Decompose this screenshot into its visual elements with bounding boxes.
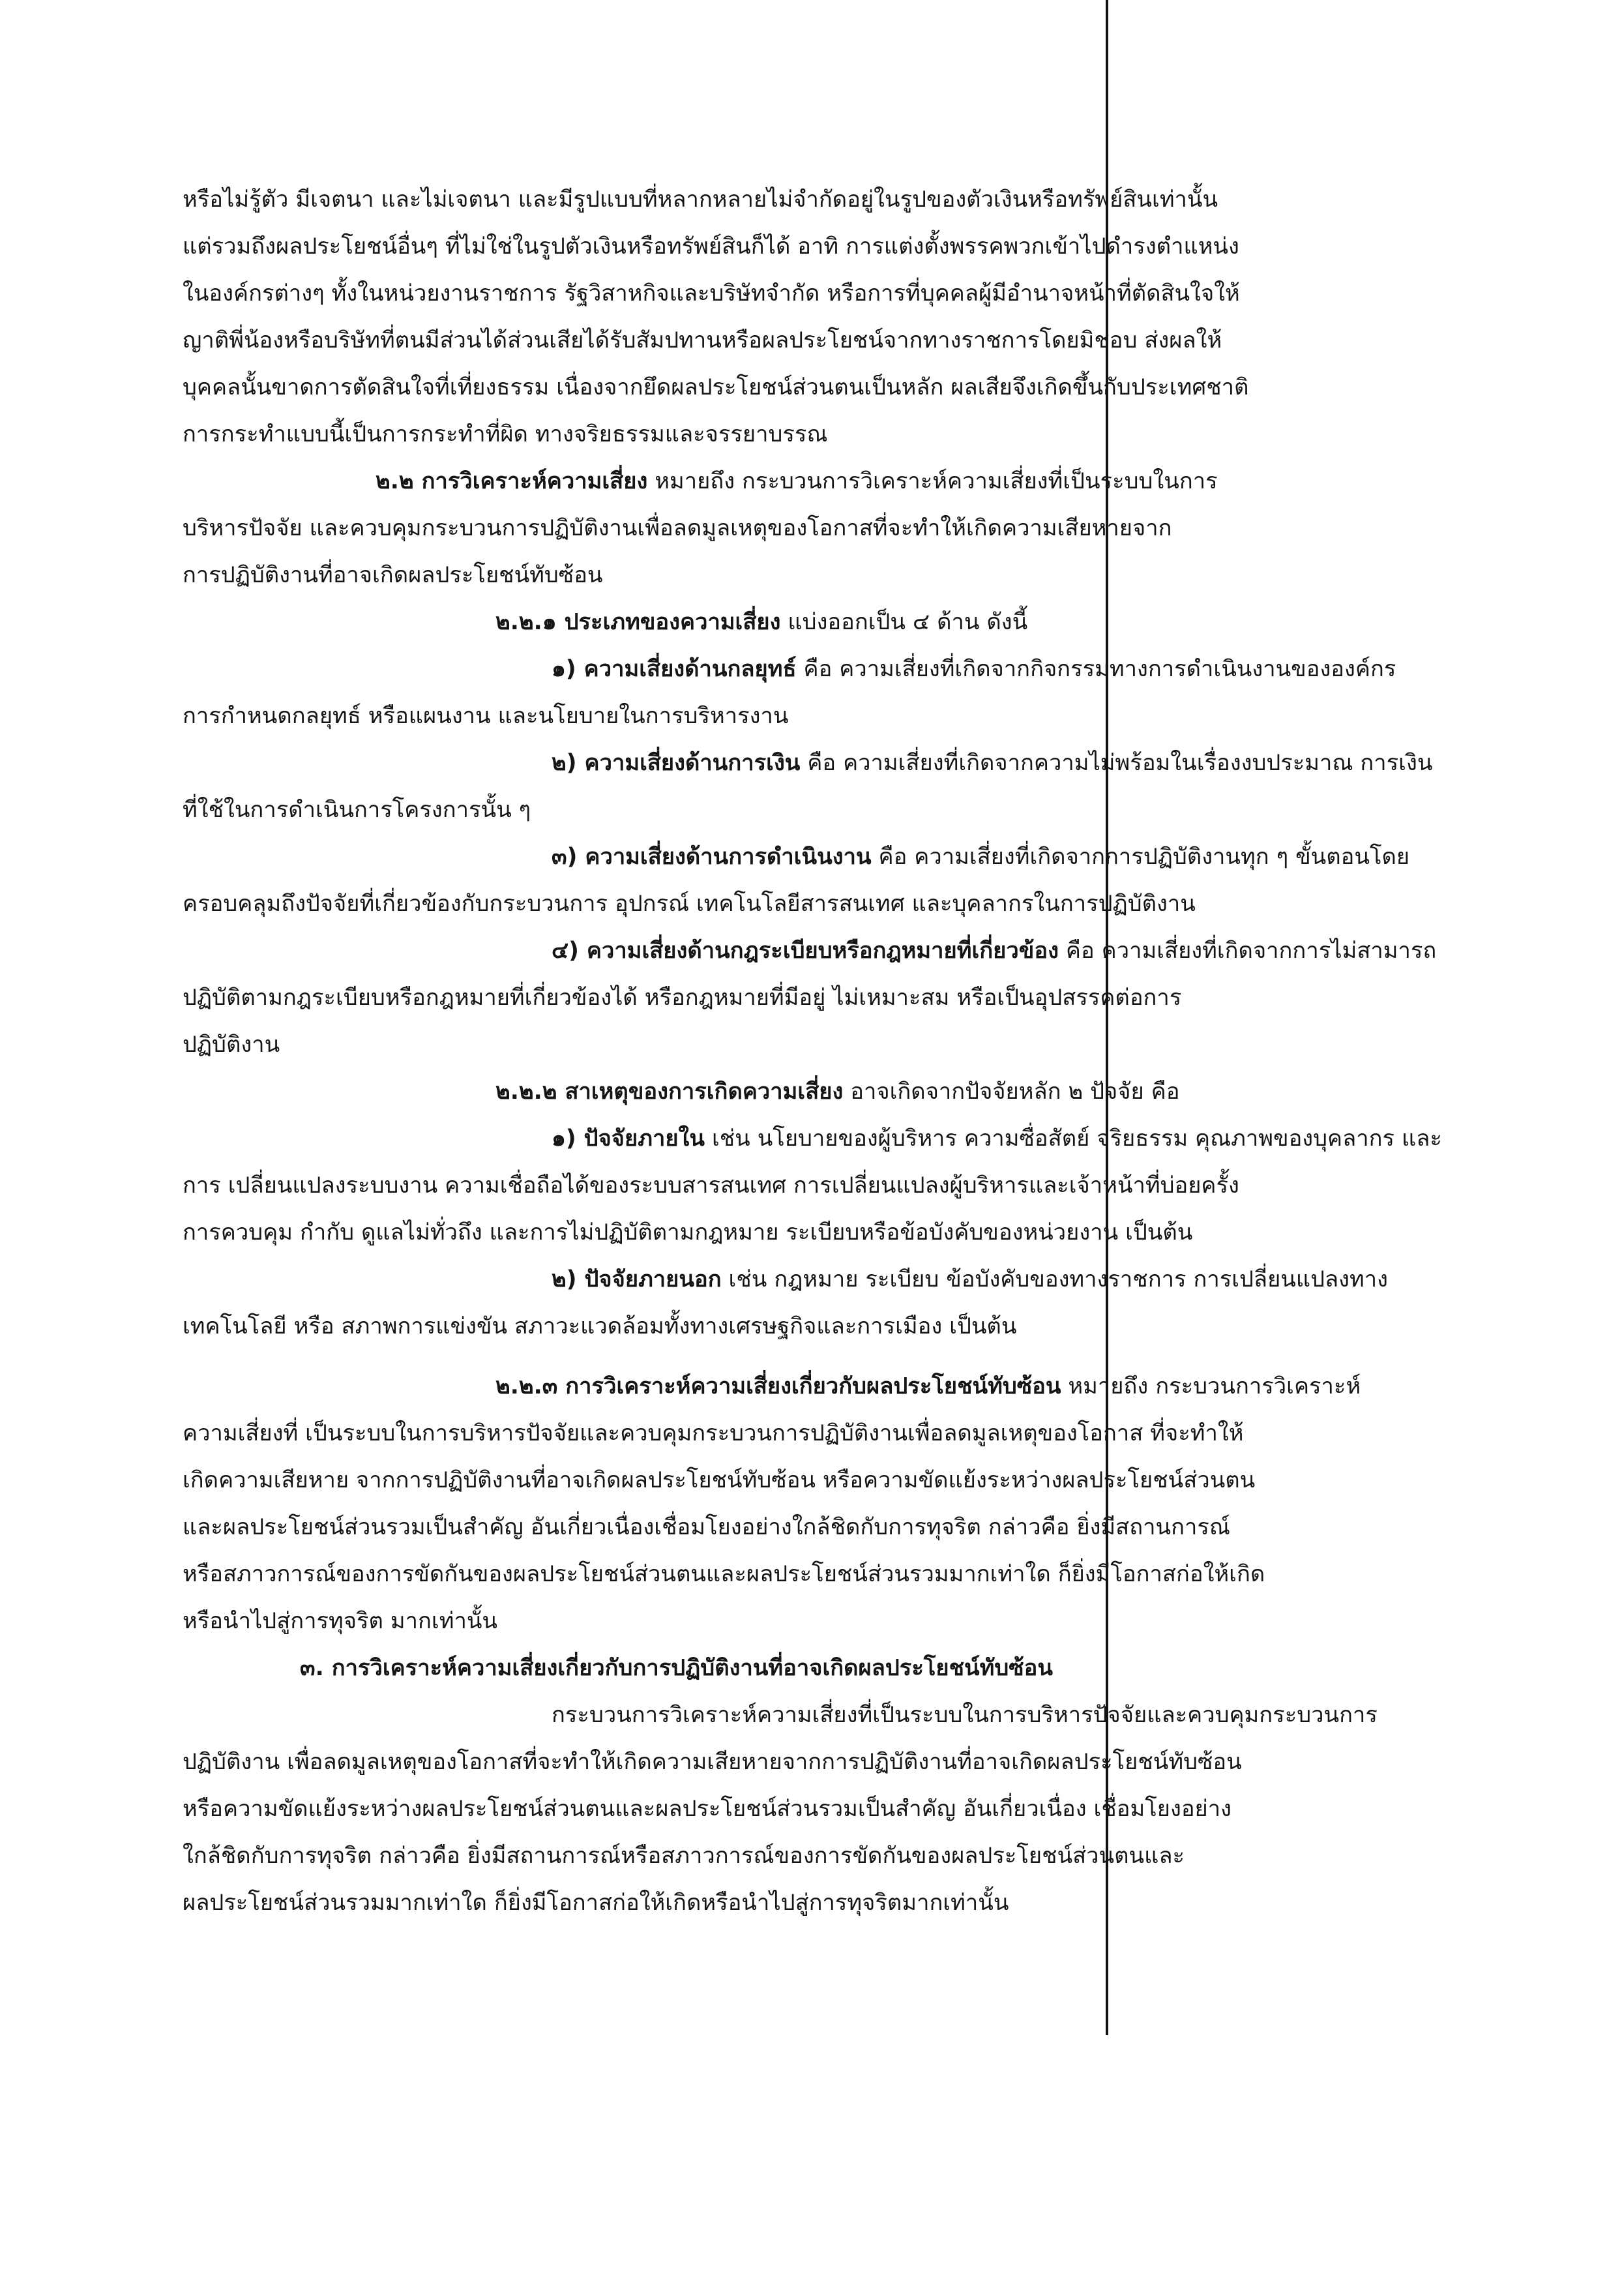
text-run: หมายถึง กระบวนการวิเคราะห์	[1061, 1373, 1361, 1399]
section-2-2-3	[183, 1363, 1480, 1410]
document-body	[183, 176, 1480, 1926]
text-line: ความเสี่ยงที่ เป็นระบบในการบริหารปัจจัยและควบคุมกระบวนการปฏิบัติงานเพื่อลดมูลเหตุของโอกาส ที่จะทำให้	[183, 1420, 1244, 1446]
item-operation-risk	[183, 833, 1480, 880]
item-heading: ๓) ความเสี่ยงด้านการดำเนินงาน	[552, 844, 872, 870]
spacer	[183, 1350, 1480, 1363]
text-line: ครอบคลุมถึงปัจจัยที่เกี่ยวข้องกับกระบวนการ อุปกรณ์ เทคโนโลยีสารสนเทศ และบุคลากรในการปฏิบัติงาน	[183, 891, 1196, 917]
section-2-2	[183, 458, 1480, 505]
text-line: หรือสภาวการณ์ของการขัดกันของผลประโยชน์ส่วนตนและผลประโยชน์ส่วนรวมมากเท่าใด ก็ยิ่งมีโอกาสก่อให้เกิด	[183, 1561, 1265, 1587]
text-run: เช่น นโยบายของผู้บริหาร ความซื่อสัตย์ จริยธรรม คุณภาพของบุคลากร และ	[704, 1126, 1442, 1152]
section-3-heading: ๓. การวิเคราะห์ความเสี่ยงเกี่ยวกับการปฏิบัติงานที่อาจเกิดผลประโยชน์ทับซ้อน	[300, 1655, 1053, 1681]
text-line: บริหารปัจจัย และควบคุมกระบวนการปฏิบัติงานเพื่อลดมูลเหตุของโอกาสที่จะทำให้เกิดความเสียหายจาก	[183, 515, 1172, 541]
text-line: ที่ใช้ในการดำเนินการโครงการนั้น ๆ	[183, 797, 531, 823]
text-line: การกระทำแบบนี้เป็นการกระทำที่ผิด ทางจริยธรรมและจรรยาบรรณ	[183, 421, 828, 447]
text-run: คือ ความเสี่ยงที่เกิดจากความไม่พร้อมในเรื่องงบประมาณ การเงิน	[800, 750, 1433, 776]
section-2-2-2	[183, 1068, 1480, 1115]
text-line: ใกล้ชิดกับการทุจริต กล่าวคือ ยิ่งมีสถานการณ์หรือสภาวการณ์ของการขัดกันของผลประโยชน์ส่วนตนและ	[183, 1843, 1185, 1869]
text-line: การกำหนดกลยุทธ์ หรือแผนงาน และนโยบายในการบริหารงาน	[183, 703, 789, 729]
text-line: ปฏิบัติตามกฎระเบียบหรือกฎหมายที่เกี่ยวข้องได้ หรือกฎหมายที่มีอยู่ ไม่เหมาะสม หรือเป็นอุปสรรคต่อการ	[183, 985, 1182, 1011]
text-line: กระบวนการวิเคราะห์ความเสี่ยงที่เป็นระบบในการบริหารปัจจัยและควบคุมกระบวนการ	[552, 1702, 1378, 1728]
text-line: เกิดความเสียหาย จากการปฏิบัติงานที่อาจเกิดผลประโยชน์ทับซ้อน หรือความขัดแย้งระหว่างผลประโยชน์ส่วนตน	[183, 1467, 1256, 1493]
item-heading: ๑) ความเสี่ยงด้านกลยุทธ์	[552, 656, 797, 682]
item-finance-risk	[183, 739, 1480, 786]
text-line: ปฏิบัติงาน เพื่อลดมูลเหตุของโอกาสที่จะทำให้เกิดความเสียหายจากการปฏิบัติงานที่อาจเกิดผลประโยชน์ทับซ้อน	[183, 1749, 1242, 1775]
section-heading: ๒.๒ การวิเคราะห์ความเสี่ยง	[376, 468, 648, 494]
item-external-factors	[183, 1256, 1480, 1303]
text-run: อาจเกิดจากปัจจัยหลัก ๒ ปัจจัย คือ	[843, 1079, 1180, 1105]
text-line: ปฏิบัติงาน	[183, 1032, 280, 1058]
text-run: หมายถึง กระบวนการวิเคราะห์ความเสี่ยงที่เป็นระบบในการ	[647, 468, 1218, 494]
text-run: คือ ความเสี่ยงที่เกิดจากการไม่สามารถ	[1058, 938, 1437, 964]
text-line: การปฏิบัติงานที่อาจเกิดผลประโยชน์ทับซ้อน	[183, 562, 603, 588]
item-internal-factors	[183, 1115, 1480, 1162]
section-heading: ๒.๒.๒ สาเหตุของการเกิดความเสี่ยง	[495, 1079, 844, 1105]
item-regulation-risk	[183, 927, 1480, 974]
text-line: และผลประโยชน์ส่วนรวมเป็นสำคัญ อันเกี่ยวเนื่องเชื่อมโยงอย่างใกล้ชิดกับการทุจริต กล่าวคือ ยิ่งมีสถานการณ์	[183, 1514, 1230, 1540]
item-heading: ๑) ปัจจัยภายใน	[552, 1126, 705, 1152]
item-heading: ๔) ความเสี่ยงด้านกฎระเบียบหรือกฎหมายที่เกี่ยวข้อง	[552, 938, 1059, 964]
text-run: เช่น กฎหมาย ระเบียบ ข้อบังคับของทางราชการ การเปลี่ยนแปลงทาง	[721, 1266, 1388, 1292]
text-line: ผลประโยชน์ส่วนรวมมากเท่าใด ก็ยิ่งมีโอกาสก่อให้เกิดหรือนำไปสู่การทุจริตมากเท่านั้น	[183, 1890, 1009, 1916]
item-strategy-risk	[183, 646, 1480, 693]
text-run: คือ ความเสี่ยงที่เกิดจากกิจกรรมทางการดำเนินงานขององค์กร	[796, 656, 1396, 682]
text-line: การควบคุม กำกับ ดูแลไม่ทั่วถึง และการไม่ปฏิบัติตามกฎหมาย ระเบียบหรือข้อบังคับของหน่วยงาน เป็นต้น	[183, 1219, 1193, 1245]
section-heading: ๒.๒.๑ ประเภทของความเสี่ยง	[495, 609, 781, 635]
item-heading: ๒) ปัจจัยภายนอก	[552, 1266, 722, 1292]
text-line: หรือความขัดแย้งระหว่างผลประโยชน์ส่วนตนและผลประโยชน์ส่วนรวมเป็นสำคัญ อันเกี่ยวเนื่อง เชื่อมโยงอย่าง	[183, 1796, 1231, 1822]
text-line: หรือนำไปสู่การทุจริต มากเท่านั้น	[183, 1608, 497, 1634]
section-heading: ๒.๒.๓ การวิเคราะห์ความเสี่ยงเกี่ยวกับผลประโยชน์ทับซ้อน	[495, 1373, 1061, 1399]
text-line: ญาติพี่น้องหรือบริษัทที่ตนมีส่วนได้ส่วนเสียได้รับสัมปทานหรือผลประโยชน์จากทางราชการโดยมิชอบ ส่งผลให้	[183, 327, 1222, 353]
text-line: ในองค์กรต่างๆ ทั้งในหน่วยงานราชการ รัฐวิสาหกิจและบริษัทจำกัด หรือการที่บุคคลผู้มีอำนาจหน้าที่ตัดสินใจให้	[183, 280, 1240, 306]
text-run: คือ ความเสี่ยงที่เกิดจากการปฏิบัติงานทุก ๆ ขั้นตอนโดย	[871, 844, 1410, 870]
item-heading: ๒) ความเสี่ยงด้านการเงิน	[552, 750, 801, 776]
section-2-2-1	[183, 599, 1480, 646]
text-line: บุคคลนั้นขาดการตัดสินใจที่เที่ยงธรรม เนื่องจากยึดผลประโยชน์ส่วนตนเป็นหลัก ผลเสียจึงเกิดขึ้นกับประเทศชาติ	[183, 374, 1249, 400]
text-run: แบ่งออกเป็น ๔ ด้าน ดังนี้	[780, 609, 1028, 635]
text-line: เทคโนโลยี หรือ สภาพการแข่งขัน สภาวะแวดล้อมทั้งทางเศรษฐกิจและการเมือง เป็นต้น	[183, 1313, 1017, 1339]
text-line: หรือไม่รู้ตัว มีเจตนา และไม่เจตนา และมีรูปแบบที่หลากหลายไม่จำกัดอยู่ในรูปของตัวเงินหรือทรัพย์สินเท่านั้น	[183, 186, 1218, 213]
text-line: การ เปลี่ยนแปลงระบบงาน ความเชื่อถือได้ของระบบสารสนเทศ การเปลี่ยนแปลงผู้บริหารและเจ้าหน้าที่บ่อยครั้ง	[183, 1172, 1239, 1199]
text-line: แต่รวมถึงผลประโยชน์อื่นๆ ที่ไม่ใช่ในรูปตัวเงินหรือทรัพย์สินก็ได้ อาทิ การแต่งตั้งพรรคพวกเข้าไปดำรงตำแหน่ง	[183, 233, 1239, 260]
